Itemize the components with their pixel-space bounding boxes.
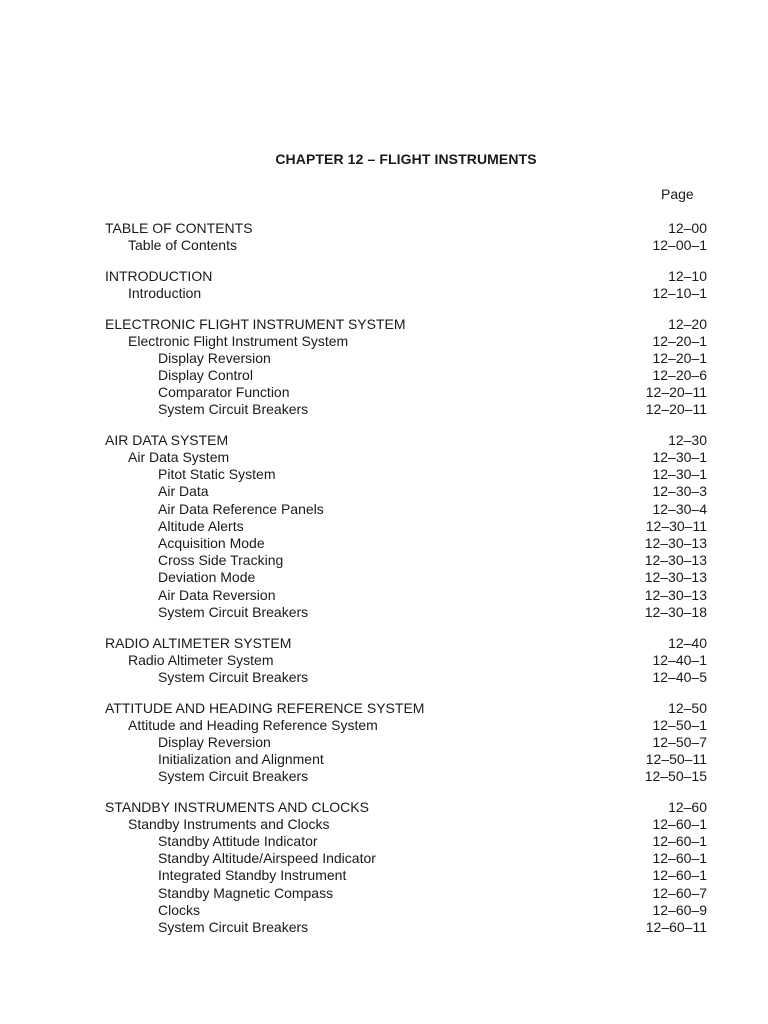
toc-section-heading <box>105 634 707 652</box>
toc-entry <box>105 816 707 833</box>
toc-entry-label: Acquisition Mode <box>158 535 265 552</box>
toc-entry-label: Deviation Mode <box>158 569 256 586</box>
toc-entry-label: Standby Attitude Indicator <box>158 833 318 850</box>
table-of-contents <box>105 219 707 949</box>
toc-entry-label: System Circuit Breakers <box>158 603 309 620</box>
toc-entry-label: Air Data <box>158 483 209 500</box>
toc-entry-page: 12–60–1 <box>652 815 707 832</box>
toc-entry-page: 12–50–1 <box>652 716 707 733</box>
toc-section-page: 12–10 <box>668 267 707 284</box>
toc-entry <box>105 902 707 919</box>
toc-entry-label: Air Data Reference Panels <box>158 500 324 517</box>
toc-entry-page: 12–30–11 <box>645 517 707 534</box>
toc-entry-label: Standby Instruments and Clocks <box>128 815 330 832</box>
toc-section-title: STANDBY INSTRUMENTS AND CLOCKS <box>105 798 369 815</box>
toc-entry-page: 12–60–11 <box>645 919 707 935</box>
toc-entry-page: 12–00–1 <box>652 237 707 253</box>
toc-entry-label: Standby Altitude/Airspeed Indicator <box>158 850 376 867</box>
toc-section-page: 12–60 <box>668 798 707 815</box>
toc-entry <box>105 717 707 734</box>
toc-entry-label: Table of Contents <box>128 237 237 253</box>
toc-entry <box>105 768 707 785</box>
toc-entry-label: System Circuit Breakers <box>158 401 309 418</box>
toc-entry <box>105 552 707 569</box>
toc-entry-page: 12–30–18 <box>644 603 707 620</box>
toc-section <box>105 798 707 936</box>
toc-section <box>105 699 707 786</box>
toc-entry-label: Altitude Alerts <box>158 517 244 534</box>
toc-entry-page: 12–30–13 <box>644 535 707 552</box>
toc-entry <box>105 483 707 500</box>
toc-entry-label: System Circuit Breakers <box>158 919 309 935</box>
chapter-title: CHAPTER 12 – FLIGHT INSTRUMENTS <box>275 151 537 167</box>
toc-entry-page: 12–10–1 <box>652 284 707 301</box>
toc-entry <box>105 285 707 302</box>
toc-entry-label: Initialization and Alignment <box>158 750 324 767</box>
toc-entry <box>105 734 707 751</box>
toc-section-title: INTRODUCTION <box>105 267 213 284</box>
toc-entry <box>105 569 707 586</box>
toc-entry <box>105 237 707 254</box>
toc-entry-page: 12–60–1 <box>652 850 707 867</box>
toc-section-heading <box>105 699 707 717</box>
toc-section-page: 12–30 <box>668 432 707 449</box>
toc-entry-page: 12–50–7 <box>652 733 707 750</box>
toc-entry-label: Electronic Flight Instrument System <box>128 332 349 349</box>
toc-entry-label: Air Data Reversion <box>158 586 276 603</box>
page-column-heading: Page <box>661 186 694 202</box>
toc-entry <box>105 867 707 884</box>
toc-entry-page: 12–30–13 <box>644 569 707 586</box>
toc-entry-label: System Circuit Breakers <box>158 768 309 785</box>
toc-entry-label: Pitot Static System <box>158 466 276 483</box>
toc-section <box>105 634 707 686</box>
toc-section <box>105 267 707 302</box>
toc-section-heading <box>105 431 707 449</box>
toc-entry-page: 12–60–7 <box>652 884 707 901</box>
toc-entry-page: 12–20–11 <box>645 384 707 401</box>
toc-entry-label: Attitude and Heading Reference System <box>128 716 378 733</box>
toc-entry <box>105 669 707 686</box>
toc-entry-label: Integrated Standby Instrument <box>158 867 347 884</box>
toc-entry-page: 12–50–11 <box>645 750 707 767</box>
toc-entry-page: 12–60–1 <box>652 833 707 850</box>
toc-entry-page: 12–20–1 <box>652 349 707 366</box>
toc-section <box>105 315 707 419</box>
toc-entry <box>105 384 707 401</box>
toc-entry-page: 12–40–1 <box>652 651 707 668</box>
toc-entry-page: 12–30–13 <box>644 586 707 603</box>
toc-section-heading <box>105 219 707 237</box>
toc-entry-page: 12–30–3 <box>652 483 707 500</box>
toc-section-title: AIR DATA SYSTEM <box>105 432 229 449</box>
toc-entry <box>105 652 707 669</box>
toc-section <box>105 219 707 254</box>
toc-entry-page: 12–40–5 <box>652 668 707 685</box>
toc-entry <box>105 833 707 850</box>
toc-entry <box>105 501 707 518</box>
toc-entry-page: 12–20–6 <box>652 366 707 383</box>
toc-section-title: ATTITUDE AND HEADING REFERENCE SYSTEM <box>105 699 425 716</box>
toc-entry-page: 12–20–11 <box>645 401 707 418</box>
toc-entry-label: Display Control <box>158 366 253 383</box>
toc-entry <box>105 350 707 367</box>
toc-section-page: 12–40 <box>668 634 707 651</box>
toc-entry-page: 12–60–1 <box>652 867 707 884</box>
toc-entry-page: 12–60–9 <box>652 901 707 918</box>
toc-entry <box>105 535 707 552</box>
toc-entry <box>105 885 707 902</box>
toc-section-title: ELECTRONIC FLIGHT INSTRUMENT SYSTEM <box>105 315 406 332</box>
toc-section <box>105 431 707 621</box>
toc-entry-label: Introduction <box>128 284 202 301</box>
toc-entry <box>105 919 707 936</box>
toc-entry-label: Radio Altimeter System <box>128 651 274 668</box>
toc-entry-label: Comparator Function <box>158 384 290 401</box>
toc-entry-label: Clocks <box>158 901 201 918</box>
toc-section-heading <box>105 315 707 333</box>
toc-entry-label: Display Reversion <box>158 733 271 750</box>
toc-entry <box>105 449 707 466</box>
toc-entry <box>105 466 707 483</box>
toc-entry-label: System Circuit Breakers <box>158 668 309 685</box>
toc-entry <box>105 333 707 350</box>
toc-section-title: RADIO ALTIMETER SYSTEM <box>105 634 292 651</box>
toc-entry <box>105 401 707 418</box>
toc-entry-label: Cross Side Tracking <box>158 552 284 569</box>
toc-entry <box>105 850 707 867</box>
toc-section-title: TABLE OF CONTENTS <box>105 220 253 236</box>
toc-entry <box>105 751 707 768</box>
toc-entry-label: Air Data System <box>128 449 230 466</box>
toc-entry-page: 12–30–4 <box>652 500 707 517</box>
toc-entry-page: 12–30–13 <box>644 552 707 569</box>
toc-entry <box>105 367 707 384</box>
toc-entry-page: 12–30–1 <box>652 449 707 466</box>
toc-entry-label: Standby Magnetic Compass <box>158 884 334 901</box>
toc-section-page: 12–20 <box>668 315 707 332</box>
toc-section-heading <box>105 267 707 285</box>
toc-entry-page: 12–50–15 <box>644 768 707 785</box>
toc-entry-page: 12–30–1 <box>652 466 707 483</box>
toc-entry <box>105 587 707 604</box>
toc-entry-page: 12–20–1 <box>652 332 707 349</box>
toc-entry <box>105 604 707 621</box>
toc-section-page: 12–00 <box>668 220 707 236</box>
toc-section-heading <box>105 798 707 816</box>
toc-entry <box>105 518 707 535</box>
toc-section-page: 12–50 <box>668 699 707 716</box>
toc-entry-label: Display Reversion <box>158 349 271 366</box>
